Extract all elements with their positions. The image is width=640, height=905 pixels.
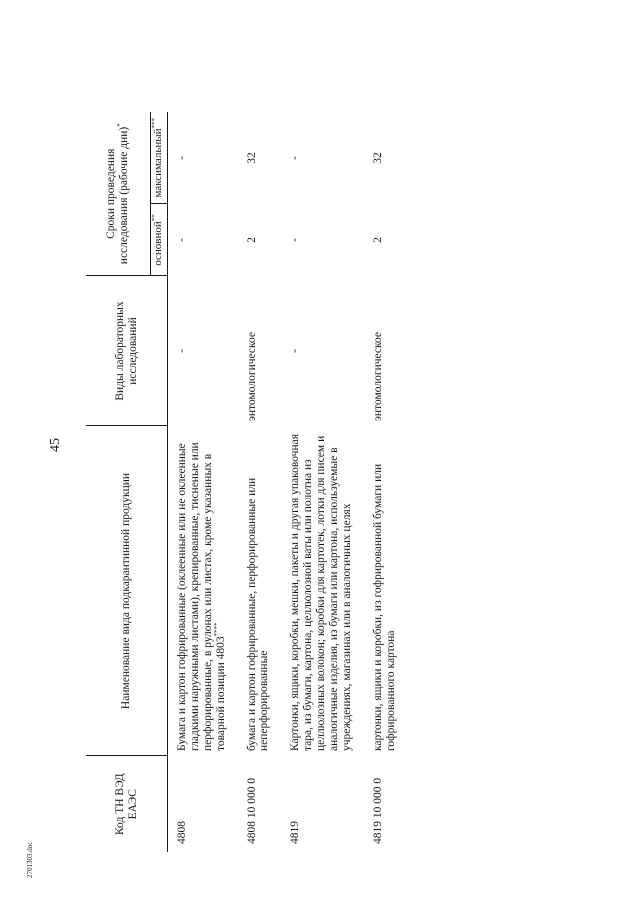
header-code: Код ТН ВЭД ЕАЭС [86, 756, 168, 852]
row-product-name-text: Картонки, ящики, коробки, мешки, пакеты и другая упаковочная тара, из бумаги, картона, целлюлозной ваты или полотна из целлюлозных волокон; коробки для картотек, лотки для писем и аналогичные изделия, из бумаги или картона, используемые в учреждениях, магазинах или в аналогичных целях [289, 433, 353, 751]
row-max-days: 32 [371, 152, 384, 164]
row-lab-type: энтомологическое [371, 331, 384, 421]
row-lab-type: - [176, 349, 188, 353]
table [86, 112, 407, 852]
header-terms [86, 112, 151, 276]
row-code: 4808 [176, 821, 188, 844]
row-lab-type: энтомологическое [245, 331, 258, 421]
row-product-name-text: бумага и картон гофрированные, перфорированные или неперфорированные [245, 477, 271, 751]
table-row [281, 112, 363, 852]
row-product-name-text: картонки, ящики и коробки, из гофрированной бумаги или гофрированного картона [371, 463, 397, 751]
header-max-footnote: *** [150, 117, 159, 129]
header-product-name: Наименование вида подкарантинной продукции [86, 426, 168, 756]
header-terms-footnote: * [116, 123, 125, 127]
header-terms-text: Сроки проведения исследования (рабочие дни) [105, 126, 130, 265]
header-max-text: максимальный [152, 128, 164, 198]
row-product-name [168, 426, 238, 756]
header-lab-types: Виды лабораторных исследований [86, 276, 168, 426]
row-max-days: - [176, 156, 188, 160]
file-name: 2701303.doc [26, 841, 34, 878]
header-basic-footnote: ** [150, 214, 159, 222]
page-number: 45 [48, 438, 63, 452]
table-row [364, 112, 408, 852]
row-name-footnote: **** [212, 622, 221, 637]
quarantine-products-table [86, 112, 606, 852]
row-code: 4819 10 000 0 [371, 777, 384, 844]
row-code: 4808 10 000 0 [245, 777, 258, 844]
row-product-name [364, 426, 408, 756]
header-basic-text: основной [152, 221, 164, 266]
table-row [238, 112, 282, 852]
row-product-name [281, 426, 363, 756]
row-basic-days: - [289, 238, 302, 242]
row-max-days: - [289, 156, 302, 160]
row-code: 4819 [289, 821, 302, 844]
header-basic [151, 204, 168, 276]
row-product-name-text: Бумага и картон гофрированные (оклеенные или не оклеенные гладкими наружными листами), крепированные, тисненые или перфорированные, в рулонах или листах, кроме указанных в товарной позиции 4803 [176, 442, 227, 751]
row-max-days: 32 [245, 152, 258, 164]
row-product-name [238, 426, 282, 756]
row-basic-days: 2 [371, 237, 384, 243]
row-lab-type: - [289, 349, 302, 353]
row-basic-days: 2 [245, 237, 258, 243]
table-row [168, 112, 238, 852]
header-max [151, 112, 168, 204]
row-basic-days: - [176, 238, 188, 242]
